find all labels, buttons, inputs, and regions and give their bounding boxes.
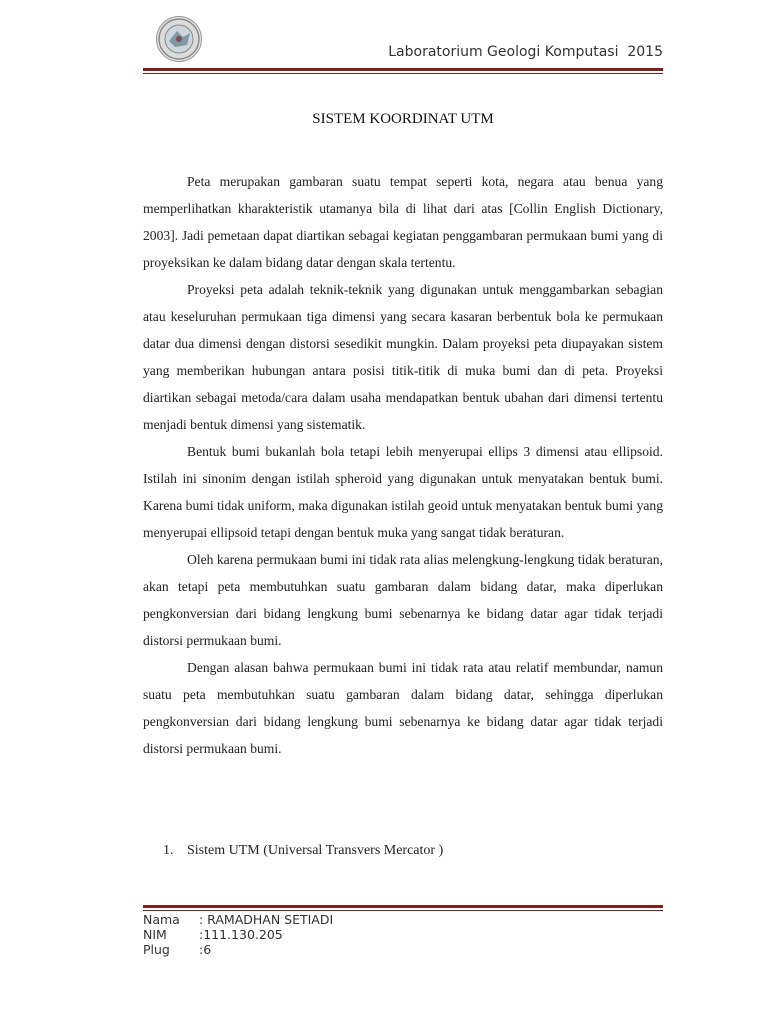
paragraph: Proyeksi peta adalah teknik-teknik yang digunakan untuk menggambarkan sebagian atau keseluruhan permukaan tiga dimensi yang secara kasaran berbentuk bola ke permukaan datar dua dimensi dengan distorsi sesedikit mungkin. Dalam proyeksi peta diupayakan sistem yang memberikan hubungan antara posisi titik-titik di muka bumi dan di peta. Proyeksi diartikan sebagai metoda/cara dalam usaha mendapatkan bentuk ubahan dari dimensi tertentu menjadi bentuk dimensi yang sistematik.: [143, 282, 663, 432]
author-plug-row: [143, 942, 543, 957]
header-title: Laboratorium Geologi Komputasi 2015: [388, 44, 663, 60]
paragraph: Peta merupakan gambaran suatu tempat seperti kota, negara atau benua yang memperlihatkan kharakteristik utamanya bila di lihat dari atas [Collin English Dictionary, 2003]. Jadi pemetaan dapat diartikan sebagai kegiatan penggambaran permukaan bumi yang di proyeksikan ke dalam bidang datar dengan skala tertentu.: [143, 174, 663, 270]
footer-rule-thick: [143, 905, 663, 908]
author-plug-value: :6: [199, 942, 212, 957]
author-nim-value: :111.130.205: [199, 927, 283, 942]
paragraph: Dengan alasan bahwa permukaan bumi ini tidak rata atau relatif membundar, namun suatu peta membutuhkan suatu gambaran dalam bidang datar, sehingga diperlukan pengkonversian dari bidang lengkung bumi sebenarnya ke bidang datar agar tidak terjadi distorsi permukaan bumi.: [143, 660, 663, 756]
paragraph: Bentuk bumi bukanlah bola tetapi lebih menyerupai ellips 3 dimensi atau ellipsoid. Istilah ini sinonim dengan istilah spheroid yang digunakan untuk menyatakan bentuk bumi. Karena bumi tidak uniform, maka digunakan istilah geoid untuk menyatakan bentuk bumi yang menyerupai ellipsoid tetapi dengan bentuk muka yang sangat tidak beraturan.: [143, 444, 663, 540]
author-nim-label: NIM: [143, 927, 167, 942]
document-title: SISTEM KOORDINAT UTM: [312, 111, 494, 127]
header-rule-thick: [143, 68, 663, 71]
footer-rule-thin: [143, 910, 663, 911]
author-name-row: [143, 912, 543, 927]
author-nim-row: [143, 927, 543, 942]
document-body: [143, 168, 663, 762]
header-rule-thin: [143, 73, 663, 74]
list-item-text: Sistem UTM (Universal Transvers Mercator ): [187, 843, 444, 858]
author-info: [143, 912, 543, 957]
university-seal-logo: [156, 16, 202, 62]
author-name-value: : RAMADHAN SETIADI: [199, 912, 334, 927]
author-plug-label: Plug: [143, 942, 170, 957]
author-name-label: Nama: [143, 912, 180, 927]
list-item-number: 1.: [163, 843, 174, 858]
list-item: [163, 838, 663, 864]
paragraph: Oleh karena permukaan bumi ini tidak rata alias melengkung-lengkung tidak beraturan, akan tetapi peta membutuhkan suatu gambaran dalam bidang datar, maka diperlukan pengkonversian dari bidang lengkung bumi sebenarnya ke bidang datar agar tidak terjadi distorsi permukaan bumi.: [143, 552, 663, 648]
seal-icon: [157, 17, 201, 61]
